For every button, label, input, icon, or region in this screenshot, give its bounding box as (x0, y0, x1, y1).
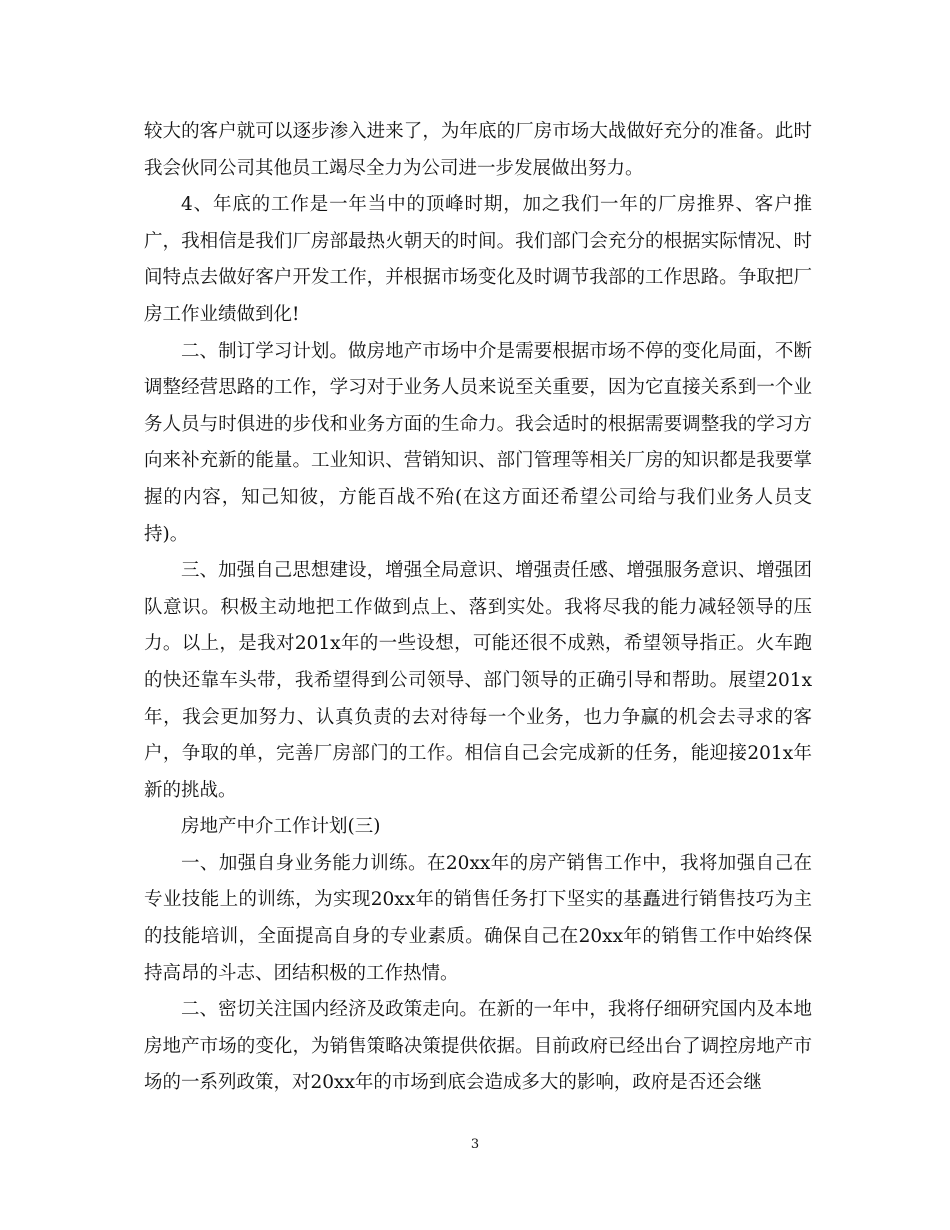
paragraph-business-ability: 一、加强自身业务能力训练。在20xx年的房产销售工作中，我将加强自己在专业技能上的训练，为实现20xx年的销售任务打下坚实的基矗进行销售技巧为主的技能培训，全面提高自身的专业素质。确保自己在20xx年的销售工作中始终保持高昂的斗志、团结积极的工作热情。 (144, 852, 812, 984)
section-heading-plan-three: 房地产中介工作计划(三) (181, 816, 381, 838)
paragraph-continuation: 较大的客户就可以逐步渗入进来了，为年底的厂房市场大战做好充分的准备。此时我会伙同公司其他员工竭尽全力为公司进一步发展做出努力。 (144, 121, 812, 179)
page-number: 3 (470, 1137, 480, 1152)
paragraph-economic-policy: 二、密切关注国内经济及政策走向。在新的一年中，我将仔细研究国内及本地房地产市场的变化，为销售策略决策提供依据。目前政府已经出台了调控房地产市场的一系列政策，对20xx年的市场到底会造成多大的影响，政府是否还会继 (144, 999, 812, 1094)
paragraph-study-plan: 二、制订学习计划。做房地产市场中介是需要根据市场不停的变化局面，不断调整经营思路的工作，学习对于业务人员来说至关重要，因为它直接关系到一个业务人员与时俱进的步伐和业务方面的生命力。我会适时的根据需要调整我的学习方向来补充新的能量。工业知识、营销知识、部门管理等相关厂房的知识都是我要掌握的内容，知己知彼，方能百战不殆(在这方面还希望公司给与我们业务人员支持)。 (144, 340, 812, 545)
document-body (144, 114, 812, 1102)
paragraph-strengthen-ideology: 三、加强自己思想建设，增强全局意识、增强责任感、增强服务意识、增强团队意识。积极主动地把工作做到点上、落到实处。我将尽我的能力减轻领导的压力。以上，是我对201x年的一些设想，可能还很不成熟，希望领导指正。火车跑的快还靠车头带，我希望得到公司领导、部门领导的正确引导和帮助。展望201x年，我会更加努力、认真负责的去对待每一个业务，也力争赢的机会去寻求的客户，争取的单，完善厂房部门的工作。相信自己会完成新的任务，能迎接201x年新的挑战。 (144, 560, 812, 801)
paragraph-item-4: 4、年底的工作是一年当中的顶峰时期，加之我们一年的厂房推界、客户推广，我相信是我们厂房部最热火朝天的时间。我们部门会充分的根据实际情况、时间特点去做好客户开发工作，并根据市场变化及时调节我部的工作思路。争取把厂房工作业绩做到化! (144, 194, 812, 325)
